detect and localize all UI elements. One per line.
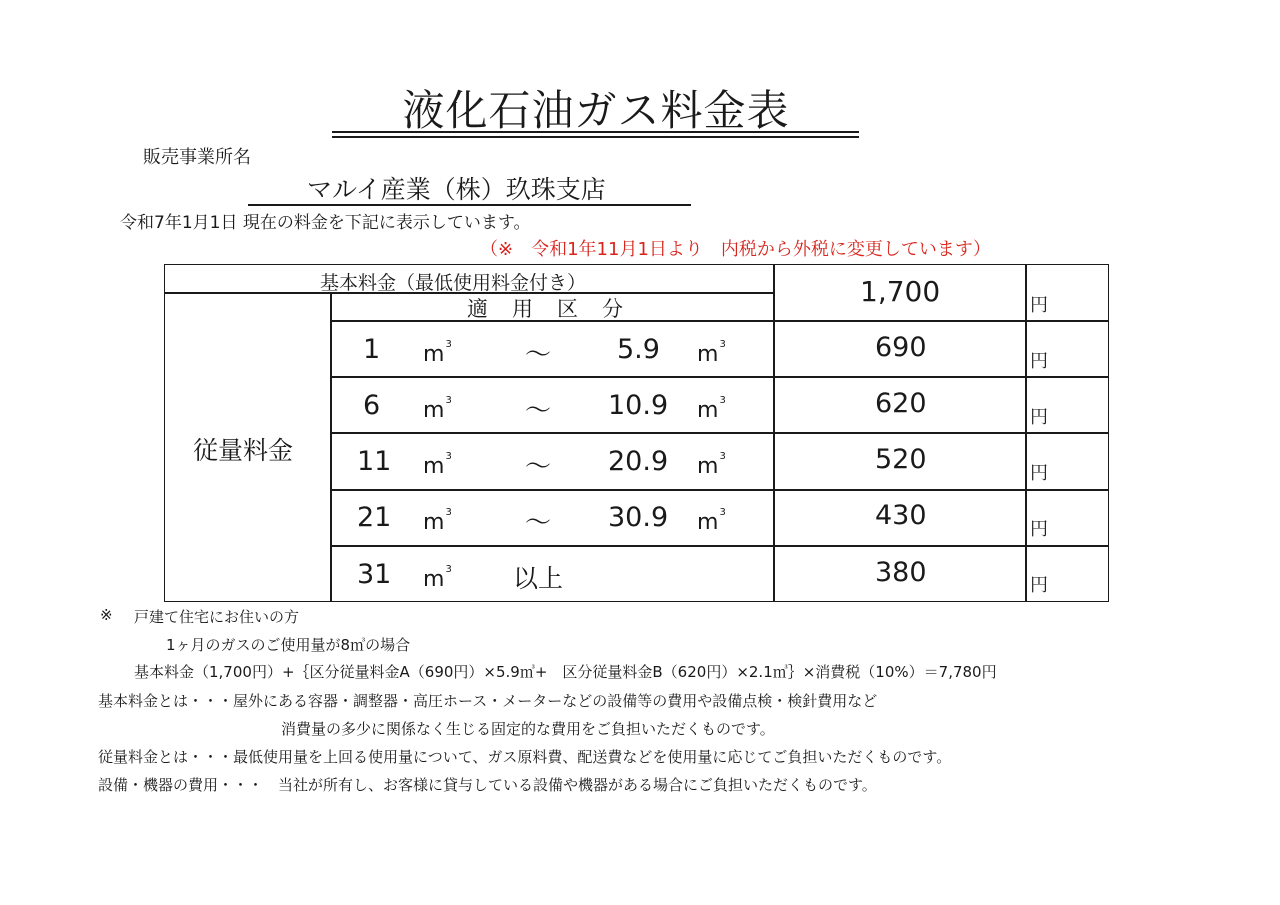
grid-line — [330, 432, 1108, 434]
yen-unit: 円 — [1030, 575, 1048, 596]
range-from: 31 — [357, 559, 392, 590]
cubic-meter-unit: $m^3$ — [697, 395, 726, 423]
range-from: 6 — [363, 390, 381, 421]
title-underline-top — [332, 131, 859, 133]
cubic-meter-unit: $m^3$ — [423, 564, 452, 592]
document-title: 液化石油ガス料金表 — [402, 86, 790, 135]
grid-line — [330, 320, 1108, 322]
equipment-cost-definition: 設備・機器の費用・・・ 当社が所有し、お客様に貸与している設備や機器がある場合にご負担いただくものです。 — [98, 776, 877, 794]
unit-price: 690 — [875, 332, 927, 363]
range-tilde: 〜 — [525, 340, 552, 370]
rate-table — [164, 264, 1109, 602]
cubic-meter-unit: $m^3$ — [697, 339, 726, 367]
range-tilde: 〜 — [525, 452, 552, 482]
vendor-name: マルイ産業（株）玖珠支店 — [307, 175, 606, 204]
note-title: 戸建て住宅にお住いの方 — [134, 608, 300, 626]
grid-line — [330, 489, 1108, 491]
title-underline-bottom — [332, 136, 859, 138]
range-above: 以上 — [513, 564, 564, 593]
unit-price: 430 — [875, 500, 927, 531]
range-from: 1 — [363, 334, 381, 365]
cubic-meter-unit: $m^3$ — [423, 395, 452, 423]
range-to: 30.9 — [608, 502, 669, 533]
unit-price: 620 — [875, 388, 927, 419]
range-from: 11 — [357, 446, 392, 477]
range-to: 5.9 — [617, 334, 660, 365]
grid-line — [330, 545, 1108, 547]
range-header: 適用区分 — [467, 297, 647, 321]
cubic-meter-unit: $m^3$ — [697, 451, 726, 479]
cubic-meter-unit: $m^3$ — [423, 339, 452, 367]
vendor-underline — [248, 204, 691, 206]
note-usage-case: 1ヶ月のガスのご使用量が8㎥の場合 — [166, 636, 411, 654]
cubic-meter-unit: $m^3$ — [697, 507, 726, 535]
grid-line — [330, 376, 1108, 378]
yen-unit: 円 — [1030, 351, 1048, 372]
range-to: 20.9 — [608, 446, 669, 477]
note-calculation-formula: 基本料金（1,700円）+｛区分従量料金A（690円）×5.9㎥+ 区分従量料金B（620円）×2.1㎥｝×消費税（10%）＝7,780円 — [134, 663, 997, 681]
effective-date-line: 令和7年1月1日 現在の料金を下記に表示しています。 — [120, 213, 531, 233]
range-to: 10.9 — [608, 390, 669, 421]
basic-charge-definition: 基本料金とは・・・屋外にある容器・調整器・高圧ホース・メーターなどの設備等の費用や設備点検・検針費用など — [98, 692, 878, 710]
range-from: 21 — [357, 502, 392, 533]
range-tilde: 〜 — [525, 508, 552, 538]
yen-unit: 円 — [1030, 407, 1048, 428]
grid-line — [330, 293, 332, 601]
unit-price: 520 — [875, 444, 927, 475]
cubic-meter-unit: $m^3$ — [423, 451, 452, 479]
range-tilde: 〜 — [525, 396, 552, 426]
yen-unit: 円 — [1030, 519, 1048, 540]
tax-change-note: （※ 令和1年11月1日より 内税から外税に変更しています） — [480, 239, 991, 260]
yen-unit: 円 — [1030, 463, 1048, 484]
basic-charge-label: 基本料金（最低使用料金付き） — [320, 272, 587, 294]
volume-charge-definition: 従量料金とは・・・最低使用量を上回る使用量について、ガス原料費、配送費などを使用量に応じてご負担いただくものです。 — [98, 748, 952, 766]
cubic-meter-unit: $m^3$ — [423, 507, 452, 535]
basic-charge-price: 1,700 — [860, 275, 941, 308]
unit-price: 380 — [875, 557, 927, 588]
yen-unit: 円 — [1030, 295, 1048, 316]
note-mark: ※ — [100, 606, 113, 624]
vendor-label: 販売事業所名 — [143, 147, 251, 168]
basic-charge-definition-continued: 消費量の多少に関係なく生じる固定的な費用をご負担いただくものです。 — [281, 720, 775, 738]
volume-charge-label: 従量料金 — [193, 436, 294, 465]
